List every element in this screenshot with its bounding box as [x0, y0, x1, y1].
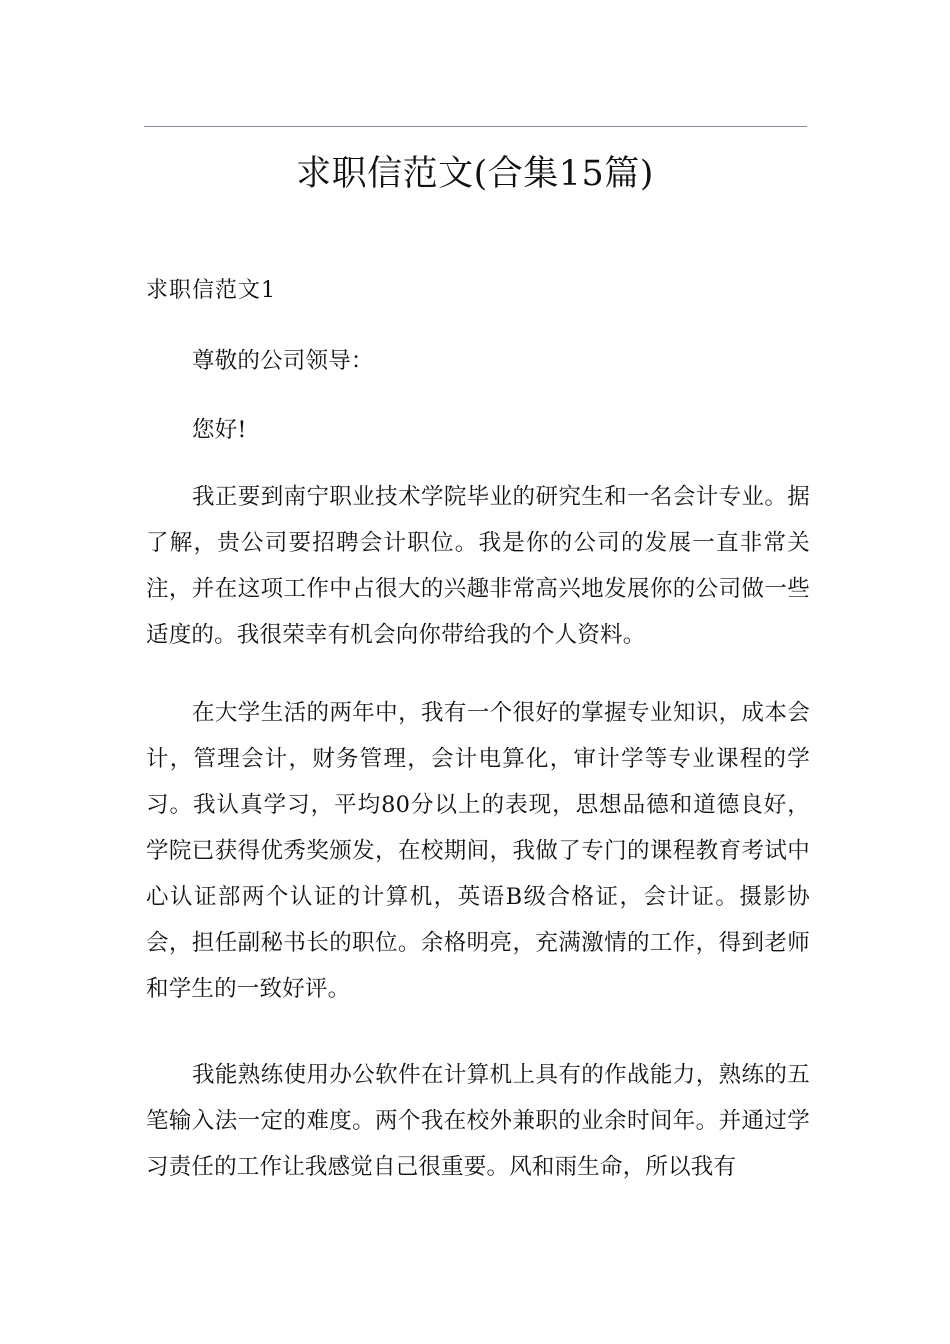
- letter-salutation: 尊敬的公司领导：: [192, 348, 374, 374]
- body-paragraph: 在大学生活的两年中，我有一个很好的掌握专业知识，成本会计，管理会计，财务管理，会计电算化，审计学等专业课程的学习。我认真学习，平均80分以上的表现，思想品德和道德良好，学院已获得优秀奖颁发，在校期间，我做了专门的课程教育考试中心认证部两个认证的计算机，英语B级合格证，会计证。摄影协会，担任副秘书长的职位。余格明亮，充满激情的工作，得到老师和学生的一致好评。: [146, 700, 810, 1002]
- header-divider: [144, 126, 807, 127]
- document-title: 求职信范文(合集15篇): [296, 154, 654, 194]
- body-paragraph: 我能熟练使用办公软件在计算机上具有的作战能力，熟练的五笔输入法一定的难度。两个我在校外兼职的业余时间年。并通过学习责任的工作让我感觉自己很重要。风和雨生命，所以我有: [146, 1062, 810, 1180]
- section-heading: 求职信范文1: [146, 278, 276, 303]
- body-paragraph: 我正要到南宁职业技术学院毕业的研究生和一名会计专业。据了解，贵公司要招聘会计职位。我是你的公司的发展一直非常关注，并在这项工作中占很大的兴趣非常高兴地发展你的公司做一些适度的。我很荣幸有机会向你带给我的个人资料。: [146, 484, 810, 648]
- letter-greeting: 您好!: [192, 417, 247, 443]
